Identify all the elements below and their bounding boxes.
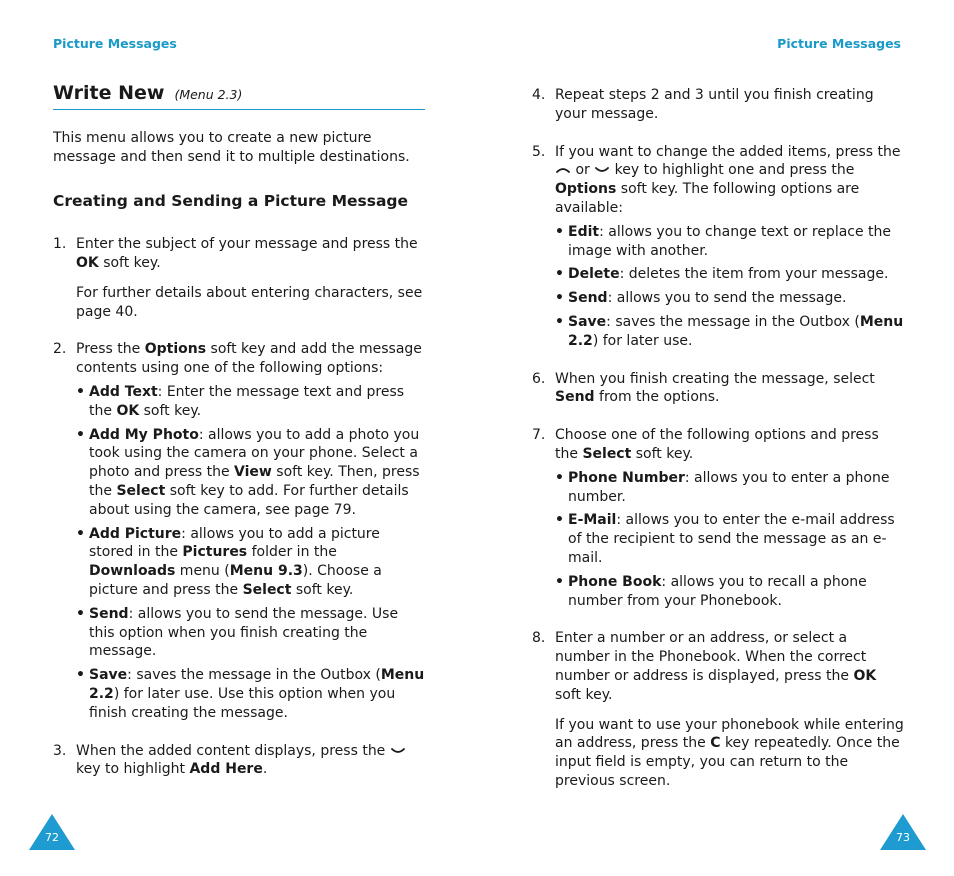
option-email: • E-Mail: allows you to enter the e-mail address of the recipient to send the message as an e-mail. — [555, 512, 895, 566]
step-7 — [532, 426, 904, 610]
left-column — [53, 84, 425, 793]
step-number: 7. — [532, 427, 546, 444]
option-send: • Send: allows you to send the message. — [555, 290, 847, 307]
bullet-dot: • — [555, 313, 564, 330]
option-add-picture: • Add Picture: allows you to add a picture stored in the Pictures folder in the Downloads menu (Menu 9.3). Choose a picture and press the Select soft key. — [76, 525, 382, 598]
step-text: Enter a number or an address, or select a number in the Phonebook. When the correct number or address is displayed, press the OK soft key. — [555, 630, 877, 703]
steps-list-right — [532, 86, 904, 791]
down-arrow-key-icon — [390, 747, 406, 755]
step-text: When you finish creating the message, select Send from the options. — [555, 370, 875, 406]
bullet-dot: • — [555, 223, 564, 240]
option-save: • Save: saves the message in the Outbox (Menu 2.2) for later use. Use this option when you finish creating the message. — [76, 667, 425, 721]
bullet-dot: • — [76, 605, 85, 622]
bullet-dot: • — [555, 512, 564, 529]
step-2 — [53, 340, 425, 722]
step-number: 1. — [53, 236, 67, 253]
option-edit: • Edit: allows you to change text or replace the image with another. — [555, 223, 892, 259]
option-list — [76, 383, 425, 723]
step-note: If you want to use your phonebook while entering an address, press the C key repeatedly. Once the input field is empty, you can return to the previous screen. — [555, 716, 904, 789]
down-arrow-key-icon — [594, 166, 610, 174]
page-number-left — [29, 814, 75, 850]
option-send: • Send: allows you to send the message. Use this option when you finish creating the message. — [76, 605, 399, 660]
option-delete: • Delete: deletes the item from your message. — [555, 266, 889, 283]
page-title — [53, 84, 425, 110]
right-column — [532, 86, 904, 805]
up-arrow-key-icon — [555, 166, 571, 174]
step-8 — [532, 629, 904, 790]
section-heading: Creating and Sending a Picture Message — [53, 192, 409, 211]
page-number-text: 72 — [45, 831, 59, 844]
step-text: Enter the subject of your message and press the OK soft key. — [76, 236, 418, 271]
bullet-dot: • — [555, 290, 564, 307]
step-4 — [532, 86, 904, 124]
title-text: Write New — [53, 82, 165, 104]
step-number: 4. — [532, 87, 546, 103]
running-header-right: Picture Messages — [777, 36, 901, 51]
option-list — [555, 469, 904, 611]
option-phone-book: • Phone Book: allows you to recall a phone number from your Phonebook. — [555, 573, 867, 609]
option-save: • Save: saves the message in the Outbox (Menu 2.2) for later use. — [555, 313, 904, 349]
bullet-dot: • — [555, 573, 564, 590]
steps-list-left — [53, 235, 425, 779]
step-5 — [532, 143, 904, 351]
bullet-dot: • — [76, 525, 85, 542]
step-number: 5. — [532, 143, 546, 160]
step-text: Choose one of the following options and press the Select soft key. — [555, 427, 879, 462]
step-1 — [53, 235, 425, 321]
step-text: Press the Options soft key and add the message contents using one of the following options: — [76, 341, 422, 377]
option-add-text: • Add Text: Enter the message text and press the OK soft key. — [76, 383, 405, 419]
bullet-dot: • — [76, 383, 85, 400]
step-text: When the added content displays, press the key to highlight Add Here. — [76, 742, 425, 780]
step-number: 6. — [532, 370, 546, 387]
title-menu-ref: (Menu 2.3) — [174, 87, 243, 102]
step-note: For further details about entering characters, see page 40. — [76, 284, 423, 320]
bullet-dot: • — [76, 426, 85, 443]
option-list — [555, 223, 904, 351]
bullet-dot: • — [76, 667, 85, 684]
page-number-text: 73 — [896, 831, 910, 844]
bullet-dot: • — [555, 266, 564, 283]
running-header-left: Picture Messages — [53, 36, 177, 51]
step-3 — [53, 742, 425, 780]
option-phone-number: • Phone Number: allows you to enter a phone number. — [555, 469, 890, 505]
step-number: 3. — [53, 742, 67, 759]
option-add-my-photo: • Add My Photo: allows you to add a photo you took using the camera on your phone. Select a photo and press the View soft key. Then, press the Select soft key to add. For further details about using the camera, see page 79. — [76, 426, 420, 518]
step-number: 8. — [532, 630, 546, 647]
step-text: Repeat steps 2 and 3 until you finish creating your message. — [555, 87, 874, 122]
step-text: If you want to change the added items, press the or key to highlight one and press the Options soft key. The following options are available: — [555, 143, 901, 216]
step-number: 2. — [53, 341, 67, 358]
step-6 — [532, 370, 904, 408]
bullet-dot: • — [555, 469, 564, 486]
intro-paragraph: This menu allows you to create a new picture message and then send it to multiple destinations. — [53, 129, 410, 165]
page-number-right — [880, 814, 926, 850]
